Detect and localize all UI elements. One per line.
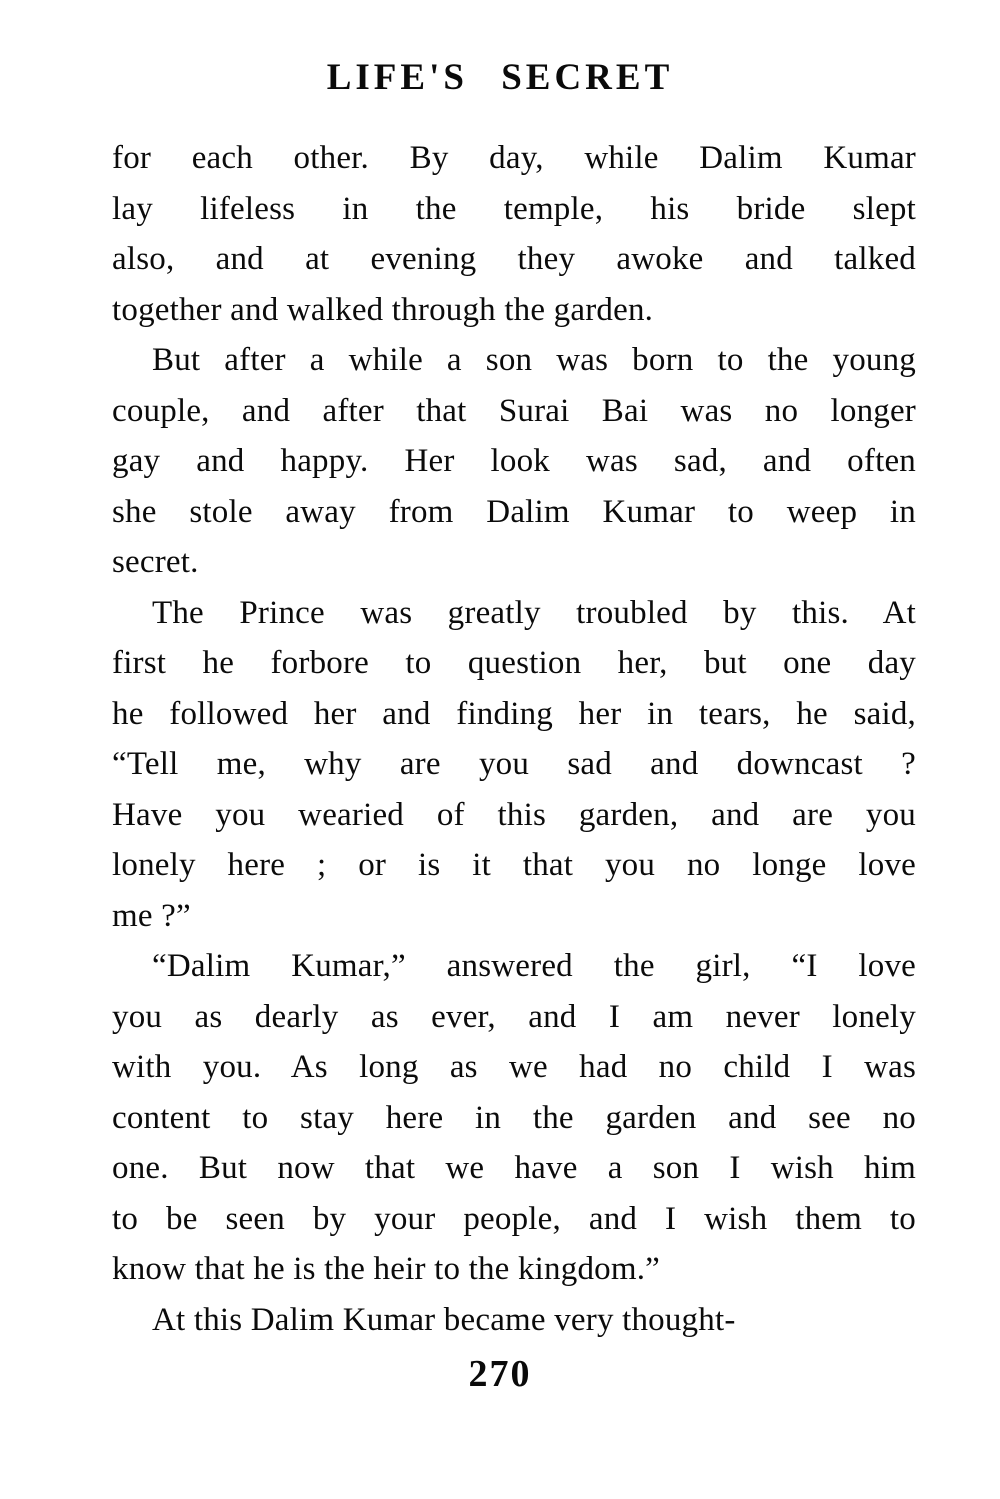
text-line: for each other. By day, while Dalim Kumar — [112, 140, 916, 176]
text-line: know that he is the heir to the kingdom.” — [112, 1251, 661, 1287]
text-line: one. But now that we have a son I wish him — [112, 1150, 916, 1186]
text-line: to be seen by your people, and I wish them to — [112, 1200, 916, 1237]
text-line: lonely here ; or is it that you no longe love — [112, 847, 916, 883]
text-line: lay lifeless in the temple, his bride slept — [112, 190, 916, 227]
text-line: “Tell me, why are you sad and downcast ? — [112, 746, 916, 782]
text-line: you as dearly as ever, and I am never lonely — [112, 998, 916, 1035]
page-number: 270 — [468, 1353, 532, 1395]
text-line: couple, and after that Surai Bai was no longer — [112, 392, 916, 429]
text-line: also, and at evening they awoke and talked — [112, 241, 916, 277]
text-line: he followed her and finding her in tears, he said, — [112, 695, 916, 732]
text-line: But after a while a son was born to the young — [152, 342, 916, 378]
text-line: together and walked through the garden. — [112, 291, 654, 328]
text-line: with you. As long as we had no child I was — [112, 1049, 916, 1085]
text-line: me ?” — [112, 897, 191, 934]
text-line: The Prince was greatly troubled by this. At — [152, 594, 916, 631]
text-line: At this Dalim Kumar became very thought- — [152, 1301, 736, 1338]
page-title: LIFE'S SECRET — [326, 57, 674, 98]
body-text — [112, 133, 916, 1345]
text-line: first he forbore to question her, but one day — [112, 645, 916, 681]
text-line: secret. — [112, 544, 199, 580]
text-line: content to stay here in the garden and see no — [112, 1099, 916, 1136]
text-line: Have you wearied of this garden, and are you — [112, 796, 916, 833]
text-line: gay and happy. Her look was sad, and often — [112, 443, 916, 479]
text-line: “Dalim Kumar,” answered the girl, “I love — [152, 948, 916, 984]
text-line: she stole away from Dalim Kumar to weep in — [112, 493, 916, 530]
